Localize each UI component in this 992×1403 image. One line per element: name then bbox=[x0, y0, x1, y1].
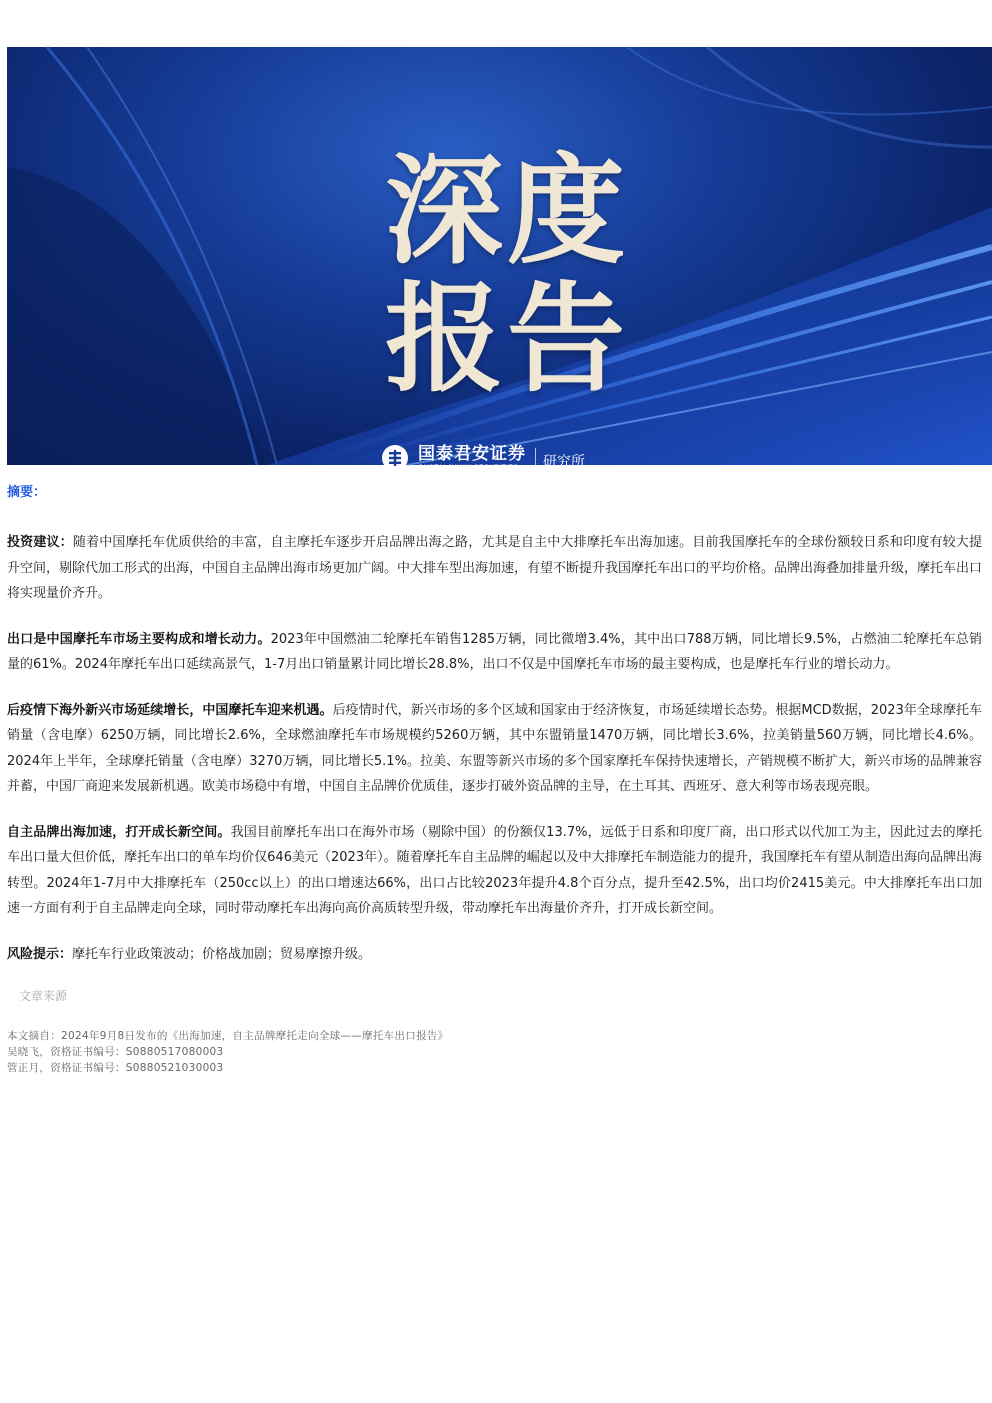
paragraph-text: 2023年中国燃油二轮摩托车销售1285万辆，同比微增3.4%，其中出口788万辆，同比增长9.5%，占燃油二轮摩托车总销量的61%。2024年摩托车出口延续高景气，1-7月出口销量累计同比增长28.8%，出口不仅是中国摩托车市场的最主要构成，也是摩托车行业的增长动力。 bbox=[7, 631, 982, 672]
logo-company-name: 国泰君安证券 bbox=[418, 443, 526, 464]
logo-divider bbox=[535, 448, 536, 468]
banner-title-line1: 深度 bbox=[385, 141, 630, 280]
footnote-analyst-2: 管正月，资格证书编号：S0880521030003 bbox=[7, 1062, 224, 1074]
logo-department: 研究所 bbox=[543, 454, 585, 470]
paragraph-heading: 后疫情下海外新兴市场延续增长，中国摩托车迎来机遇。 bbox=[7, 702, 333, 718]
paragraph-text: 随着中国摩托车优质供给的丰富，自主摩托车逐步开启品牌出海之路，尤其是自主中大排摩托车出海加速。目前我国摩托车的全球份额较日系和印度有较大提升空间，剔除代加工形式的出海，中国自主品牌出海市场更加广阔。中大排车型出海加速，有望不断提升我国摩托车出口的平均价格。品牌出海叠加排量升级，摩托车出口将实现量价齐升。 bbox=[7, 535, 983, 601]
paragraph-heading: 自主品牌出海加速，打开成长新空间。 bbox=[7, 824, 231, 840]
logo-company-name-en: GUOTAI JUNAN SECURITIES bbox=[418, 463, 519, 471]
logo-emblem-icon bbox=[380, 443, 410, 473]
footnote-analyst-1: 吴晓飞，资格证书编号：S0880517080003 bbox=[7, 1046, 224, 1058]
paragraph-brand-expansion bbox=[7, 820, 982, 922]
banner-title bbox=[385, 141, 645, 408]
logo-text bbox=[418, 445, 526, 472]
paragraph-text: 我国目前摩托车出口在海外市场（剔除中国）的份额仅13.7%，远低于日系和印度厂商，出口形式以代加工为主，因此过去的摩托车出口量大但价低，摩托车出口的单车均价仅646美元（2023年）。随着摩托车自主品牌的崛起以及中大排摩托车制造能力的提升，我国摩托车有望从制造出海向品牌出海转型。2024年1-7月中大排摩托车（250cc以上）的出口增速达66%，出口占比较2023年提升4.8个百分点，提升至42.5%，出口均价2415美元。中大排摩托车出口加速一方面有利于自主品牌走向全球，同时带动摩托车出海向高价高质转型升级，带动摩托车出海量价齐升，打开成长新空间。 bbox=[7, 824, 982, 916]
paragraph-heading: 投资建议： bbox=[7, 535, 73, 550]
paragraph-text: 后疫情时代，新兴市场的多个区域和国家由于经济恢复，市场延续增长态势。根据MCD数据，2023年全球摩托车销量（含电摩）6250万辆，同比增长2.6%，全球燃油摩托车市场规模约5260万辆，其中东盟销量1470万辆，同比增长3.6%，拉美销量560万辆，同比增长4.6%。2024年上半年，全球摩托销量（含电摩）3270万辆，同比增长5.1%。拉美、东盟等新兴市场的多个国家摩托车保持快速增长，产销规模不断扩大，新兴市场的品牌兼容并蓄，中国厂商迎来发展新机遇。欧美市场稳中有增，中国自主品牌价优质佳，逐步打破外资品牌的主导，在土耳其、西班牙、意大利等市场表现亮眼。 bbox=[7, 702, 982, 794]
company-logo bbox=[380, 441, 585, 475]
article-body bbox=[7, 484, 982, 1076]
paragraph-emerging-markets bbox=[7, 698, 982, 800]
paragraph-export-driver bbox=[7, 627, 982, 678]
paragraph-risk-warning bbox=[7, 942, 982, 968]
footnote-block bbox=[7, 1028, 982, 1076]
report-cover-banner bbox=[7, 47, 992, 471]
paragraph-investment-advice bbox=[7, 530, 982, 607]
paragraph-heading: 出口是中国摩托车市场主要构成和增长动力。 bbox=[7, 631, 271, 647]
summary-heading: 摘要： bbox=[7, 485, 47, 500]
banner-title-line2: 报告 bbox=[385, 269, 630, 408]
footnote-excerpt: 本文摘自：2024年9月8日发布的《出海加速，自主品牌摩托走向全球——摩托车出口报告》 bbox=[7, 1030, 449, 1042]
paragraph-heading: 风险提示： bbox=[7, 946, 73, 962]
paragraph-text: 摩托车行业政策波动；价格战加剧；贸易摩擦升级。 bbox=[72, 946, 372, 962]
article-source-link[interactable]: 文章来源 bbox=[19, 989, 68, 1003]
